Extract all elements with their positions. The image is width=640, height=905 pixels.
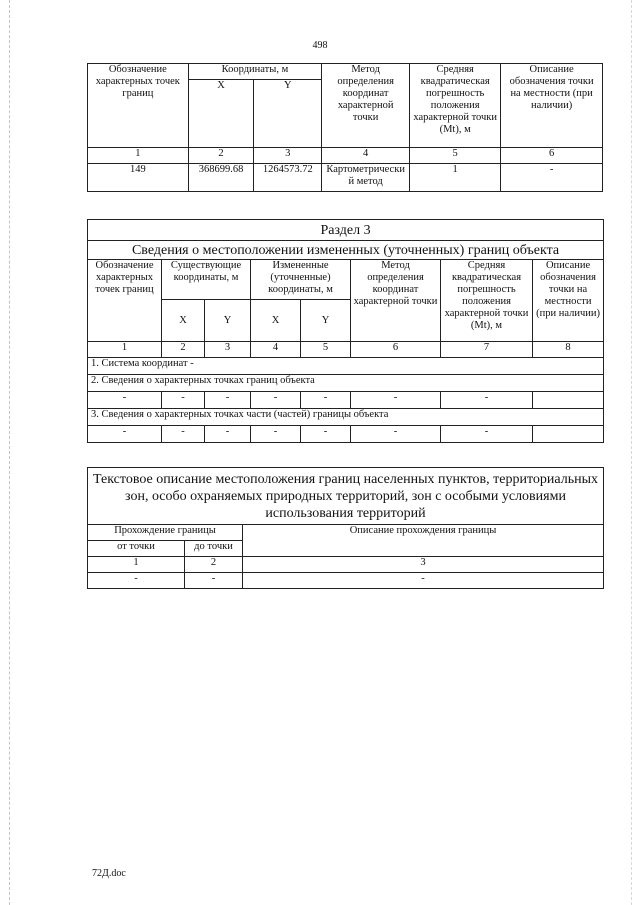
col-changed-coordinates: Измененные (уточненные) координаты, м [251, 260, 351, 300]
col-y: Y [254, 80, 322, 148]
col-description: Описание обозначения точки на местности (при наличии) [501, 64, 603, 148]
table-cell: - [205, 426, 251, 443]
text-description-table [87, 467, 604, 589]
cell-point: 149 [88, 164, 189, 192]
cell-to: - [185, 573, 243, 589]
col-method: Метод определения координат характерной точки [351, 260, 441, 342]
scan-edge-right [631, 0, 632, 905]
boundary-points-table [87, 63, 603, 192]
index-cell: 2 [188, 148, 254, 164]
index-cell: 3 [243, 557, 604, 573]
part-points-heading-row [88, 409, 604, 426]
index-cell: 4 [322, 148, 410, 164]
col-error: Средняя квадратическая погрешность положения характерной точки (Mt), м [441, 260, 533, 342]
col-x: X [188, 80, 254, 148]
coordinate-system-row [88, 358, 604, 375]
index-cell: 3 [205, 342, 251, 358]
index-cell: 5 [410, 148, 501, 164]
cell-method: Картометрический метод [322, 164, 410, 192]
index-cell: 1 [88, 557, 185, 573]
table-index-row [88, 148, 603, 164]
cell-description: - [243, 573, 604, 589]
col-designation: Обозначение характерных точек границ [88, 260, 162, 342]
table-cell [533, 392, 604, 409]
index-cell: 5 [301, 342, 351, 358]
table-cell: - [301, 426, 351, 443]
table-cell: - [351, 392, 441, 409]
table-row [88, 426, 604, 443]
table-row [88, 164, 603, 192]
col-from-point: от точки [88, 541, 185, 557]
index-cell: 2 [162, 342, 205, 358]
text-description-title: Текстовое описание местоположения границ населенных пунктов, территориальных зон, особо охраняемых природных территорий, зон с особыми условиями использования территорий [88, 468, 604, 525]
col-error: Средняя квадратическая погрешность положения характерной точки (Mt), м [410, 64, 501, 148]
cell-x: 368699.68 [188, 164, 254, 192]
index-cell: 6 [351, 342, 441, 358]
table-cell: - [205, 392, 251, 409]
table-header-row [88, 260, 604, 300]
index-cell: 7 [441, 342, 533, 358]
col-existing-x: X [162, 300, 205, 342]
col-existing-y: Y [205, 300, 251, 342]
col-method: Метод определения координат характерной точки [322, 64, 410, 148]
index-cell: 6 [501, 148, 603, 164]
table-row [88, 573, 604, 589]
table-cell: - [88, 392, 162, 409]
boundary-points-heading-row [88, 375, 604, 392]
table-header-row [88, 525, 604, 541]
table-cell: - [301, 392, 351, 409]
col-description: Описание обозначения точки на местности (при наличии) [533, 260, 604, 342]
index-cell: 8 [533, 342, 604, 358]
table-cell: - [251, 426, 301, 443]
part-points-label: 3. Сведения о характерных точках части (частей) границы объекта [88, 409, 604, 426]
table-header-row [88, 64, 603, 80]
coordinate-system-label: 1. Система координат - [88, 358, 604, 375]
index-cell: 1 [88, 342, 162, 358]
table-index-row [88, 557, 604, 573]
col-coordinates: Координаты, м [188, 64, 322, 80]
section-subtitle: Сведения о местоположении измененных (уточненных) границ объекта [88, 241, 604, 260]
col-existing-coordinates: Существующие координаты, м [162, 260, 251, 300]
table-cell: - [162, 392, 205, 409]
table-cell: - [351, 426, 441, 443]
section-title-row [88, 220, 604, 241]
footer-label: 72Д.doc [92, 868, 126, 879]
index-cell: 3 [254, 148, 322, 164]
section-3-table [87, 219, 604, 443]
col-changed-x: X [251, 300, 301, 342]
col-to-point: до точки [185, 541, 243, 557]
cell-description: - [501, 164, 603, 192]
section-title: Раздел 3 [88, 220, 604, 241]
table-cell: - [251, 392, 301, 409]
index-cell: 2 [185, 557, 243, 573]
scan-edge-left [9, 0, 10, 905]
col-designation: Обозначение характерных точек границ [88, 64, 189, 148]
cell-from: - [88, 573, 185, 589]
index-cell: 1 [88, 148, 189, 164]
cell-error: 1 [410, 164, 501, 192]
boundary-points-label: 2. Сведения о характерных точках границ объекта [88, 375, 604, 392]
index-cell: 4 [251, 342, 301, 358]
table-cell [533, 426, 604, 443]
cell-y: 1264573.72 [254, 164, 322, 192]
table-index-row [88, 342, 604, 358]
section-title-row [88, 468, 604, 525]
col-passage-description: Описание прохождения границы [243, 525, 604, 557]
table-cell: - [162, 426, 205, 443]
table-cell: - [441, 426, 533, 443]
table-cell: - [88, 426, 162, 443]
col-changed-y: Y [301, 300, 351, 342]
page-number: 498 [312, 40, 328, 51]
table-row [88, 392, 604, 409]
section-subtitle-row [88, 241, 604, 260]
col-passage: Прохождение границы [88, 525, 243, 541]
table-cell: - [441, 392, 533, 409]
